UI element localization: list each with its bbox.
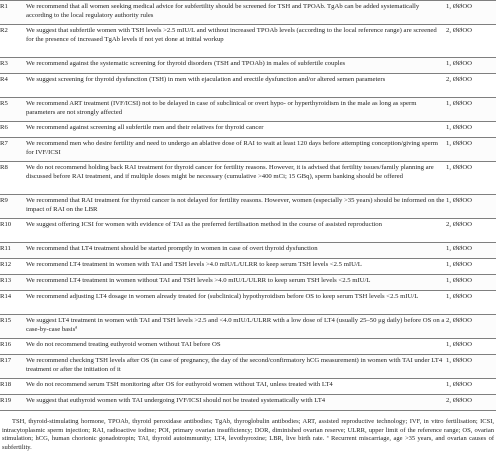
table-row [0, 379, 496, 395]
table-row [0, 195, 496, 219]
recommendation-text: We recommend against screening all subfertile men and their relatives for thyroid cancer [26, 124, 264, 131]
recommendations-body [0, 1, 496, 411]
recommendation-grade: 1, ØØOO [446, 140, 473, 147]
recommendation-text: We recommend men who desire fertility and need to undergo an ablative dose of RAI to wait at least 120 days before attempting conception/giving sperm for IVF/ICSI [26, 140, 438, 156]
recommendation-text: We suggest that subfertile women with TSH levels >2.5 mIU/L and without increased TPOAb levels (according to the local reference range) are screened for the presence of increased TgAb levels if not yet done at initial workup [26, 27, 437, 43]
recommendation-id: R6 [0, 124, 8, 131]
recommendation-grade: 1, ØØOO [446, 357, 473, 364]
table-row [0, 138, 496, 162]
recommendation-text: We suggest screening for thyroid dysfunction (TSH) in men with ejaculation and erectile dysfunction and/or altered semen parameters [26, 76, 386, 83]
table-row [0, 243, 496, 259]
recommendation-text: We recommend LT4 treatment in women without TAI and TSH levels >4.0 mIU/L/ULRR to keep serum TSH levels <2.5 mIU/L [26, 277, 371, 284]
table-row [0, 122, 496, 138]
recommendation-grade: 1, ØØOO [446, 60, 473, 67]
table-row [0, 162, 496, 195]
table-row [0, 219, 496, 243]
recommendation-id: R18 [0, 381, 12, 388]
table-row [0, 291, 496, 315]
recommendation-grade: 1, ØØOO [446, 261, 473, 268]
recommendation-id: R7 [0, 140, 8, 147]
recommendation-id: R10 [0, 221, 12, 228]
recommendation-id: R9 [0, 197, 8, 204]
recommendation-id: R12 [0, 261, 12, 268]
recommendation-text: We recommend that LT4 treatment should be started promptly in women in case of overt thyroid dysfunction [26, 245, 318, 252]
recommendation-grade: 1, ØØOO [446, 381, 473, 388]
recommendation-id: R2 [0, 27, 8, 34]
recommendation-text: We suggest LT4 treatment in women with TAI and TSH levels >2.5 and <4.0 mIU/L/ULRR with a low dose of LT4 (usually 25–50 μg daily) before OS on a case-by-case basisª [26, 317, 445, 333]
table-row [0, 58, 496, 74]
recommendation-id: R8 [0, 164, 8, 171]
recommendation-text: We recommend against the systematic screening for thyroid disorders (TSH and TPOAb) in males of subfertile couples [26, 60, 346, 67]
recommendation-grade: 2, ØØOO [446, 221, 473, 228]
recommendation-text: We do not recommend holding back RAI treatment for thyroid cancer for fertility reasons. However, it is advised that fertility issues/family planning are discussed before RAI treatment, and if multiple doses might be necessary (cumulative >400 mCi; 15 GBq), sperm banking should be offered [26, 164, 434, 180]
recommendation-text: We recommend that RAI treatment for thyroid cancer is not delayed for fertility reasons. However, women (especially >35 years) should be informed on the impact of RAI on the LBR [26, 197, 445, 213]
recommendation-text: We suggest that euthyroid women with TAI undergoing IVF/ICSI should not be treated systematically with LT4 [26, 397, 326, 404]
table-row [0, 98, 496, 122]
recommendation-id: R5 [0, 100, 8, 107]
table-row [0, 355, 496, 379]
recommendation-id: R14 [0, 293, 12, 300]
table-row [0, 275, 496, 291]
table-footnote: TSH, thyroid-stimulating hormone, TPOAb, thyroid peroxidase antibodies; TgAb, thyroglobulin antibodies; ART, assisted reproductive technology; IVF, in vitro fertilisation; ICSI, intracytoplasmic sperm injection; RAI, radioactive iodine; POI, primary ovarian insufficiency; DOR, diminished ovarian reserve; ULRR, upper limit of the reference range; OS, ovarian stimulation; hCG, human chorionic gonadotropin; TAI, thyroid autoimmunity; LT4, levothyroxine; LBR, live birth rate. ª Recurrent miscarriage, age >35 years, and ovarian causes of subfertility. [2, 418, 494, 452]
recommendation-text: We suggest offering ICSI for women with evidence of TAI as the preferred fertilisation method in the course of assisted reproduction [26, 221, 382, 228]
recommendation-grade: 1, ØØOO [446, 3, 473, 10]
recommendation-id: R1 [0, 3, 8, 10]
recommendation-text: We recommend ART treatment (IVF/ICSI) not to be delayed in case of subclinical or overt hypo- or hyperthyroidism in the male as long as sperm parameters are not strongly affected [26, 100, 417, 116]
recommendation-grade: 1, ØØOO [446, 197, 473, 204]
recommendation-id: R15 [0, 317, 12, 324]
recommendation-text: We do not recommend serum TSH monitoring after OS for euthyroid women without TAI, unless treated with LT4 [26, 381, 333, 388]
recommendation-text: We recommend checking TSH levels after OS (in case of pregnancy, the day of the second/confirmatory hCG measurement) in women with TAI under LT4 treatment or after the initiation of it [26, 357, 443, 373]
table-row [0, 315, 496, 339]
recommendation-id: R17 [0, 357, 12, 364]
recommendation-grade: 1, ØØOO [446, 245, 473, 252]
recommendation-id: R4 [0, 76, 8, 83]
recommendation-grade: 1, ØØOO [446, 341, 473, 348]
recommendation-grade: 2, ØØOO [446, 27, 473, 34]
table-row [0, 259, 496, 275]
recommendation-grade: 1, ØØOO [446, 164, 473, 171]
recommendation-grade: 2, ØØOO [446, 397, 473, 404]
recommendation-grade: 2, ØØOO [446, 76, 473, 83]
recommendation-id: R16 [0, 341, 12, 348]
recommendation-text: We recommend that all women seeking medical advice for subfertility should be screened for TSH and TPOAb. TgAb can be added systematically according to the local regulatory authority rules [26, 3, 420, 19]
recommendation-id: R13 [0, 277, 12, 284]
recommendation-id: R19 [0, 397, 12, 404]
table-row [0, 339, 496, 355]
table-row [0, 1, 496, 25]
recommendation-id: R11 [0, 245, 11, 252]
recommendation-id: R3 [0, 60, 8, 67]
recommendation-text: We do not recommend treating euthyroid women without TAI before OS [26, 341, 221, 348]
recommendation-grade: 1, ØØOO [446, 277, 473, 284]
recommendation-grade: 1, ØØOO [446, 124, 473, 131]
table-row [0, 395, 496, 411]
recommendation-grade: 1, ØØOO [446, 100, 473, 107]
recommendation-text: We recommend LT4 treatment in women with TAI and TSH levels >4.0 mIU/L/ULRR to keep serum TSH levels <2.5 mIU/L [26, 261, 362, 268]
recommendation-grade: 2, ØØOO [446, 317, 473, 324]
table-row [0, 74, 496, 98]
table-row [0, 25, 496, 58]
recommendation-text: We recommend adjusting LT4 dosage in women already treated for (subclinical) hypothyroidism before OS to keep serum TSH levels <2.5 mIU/L [26, 293, 419, 300]
recommendation-grade: 1, ØØOO [446, 293, 473, 300]
